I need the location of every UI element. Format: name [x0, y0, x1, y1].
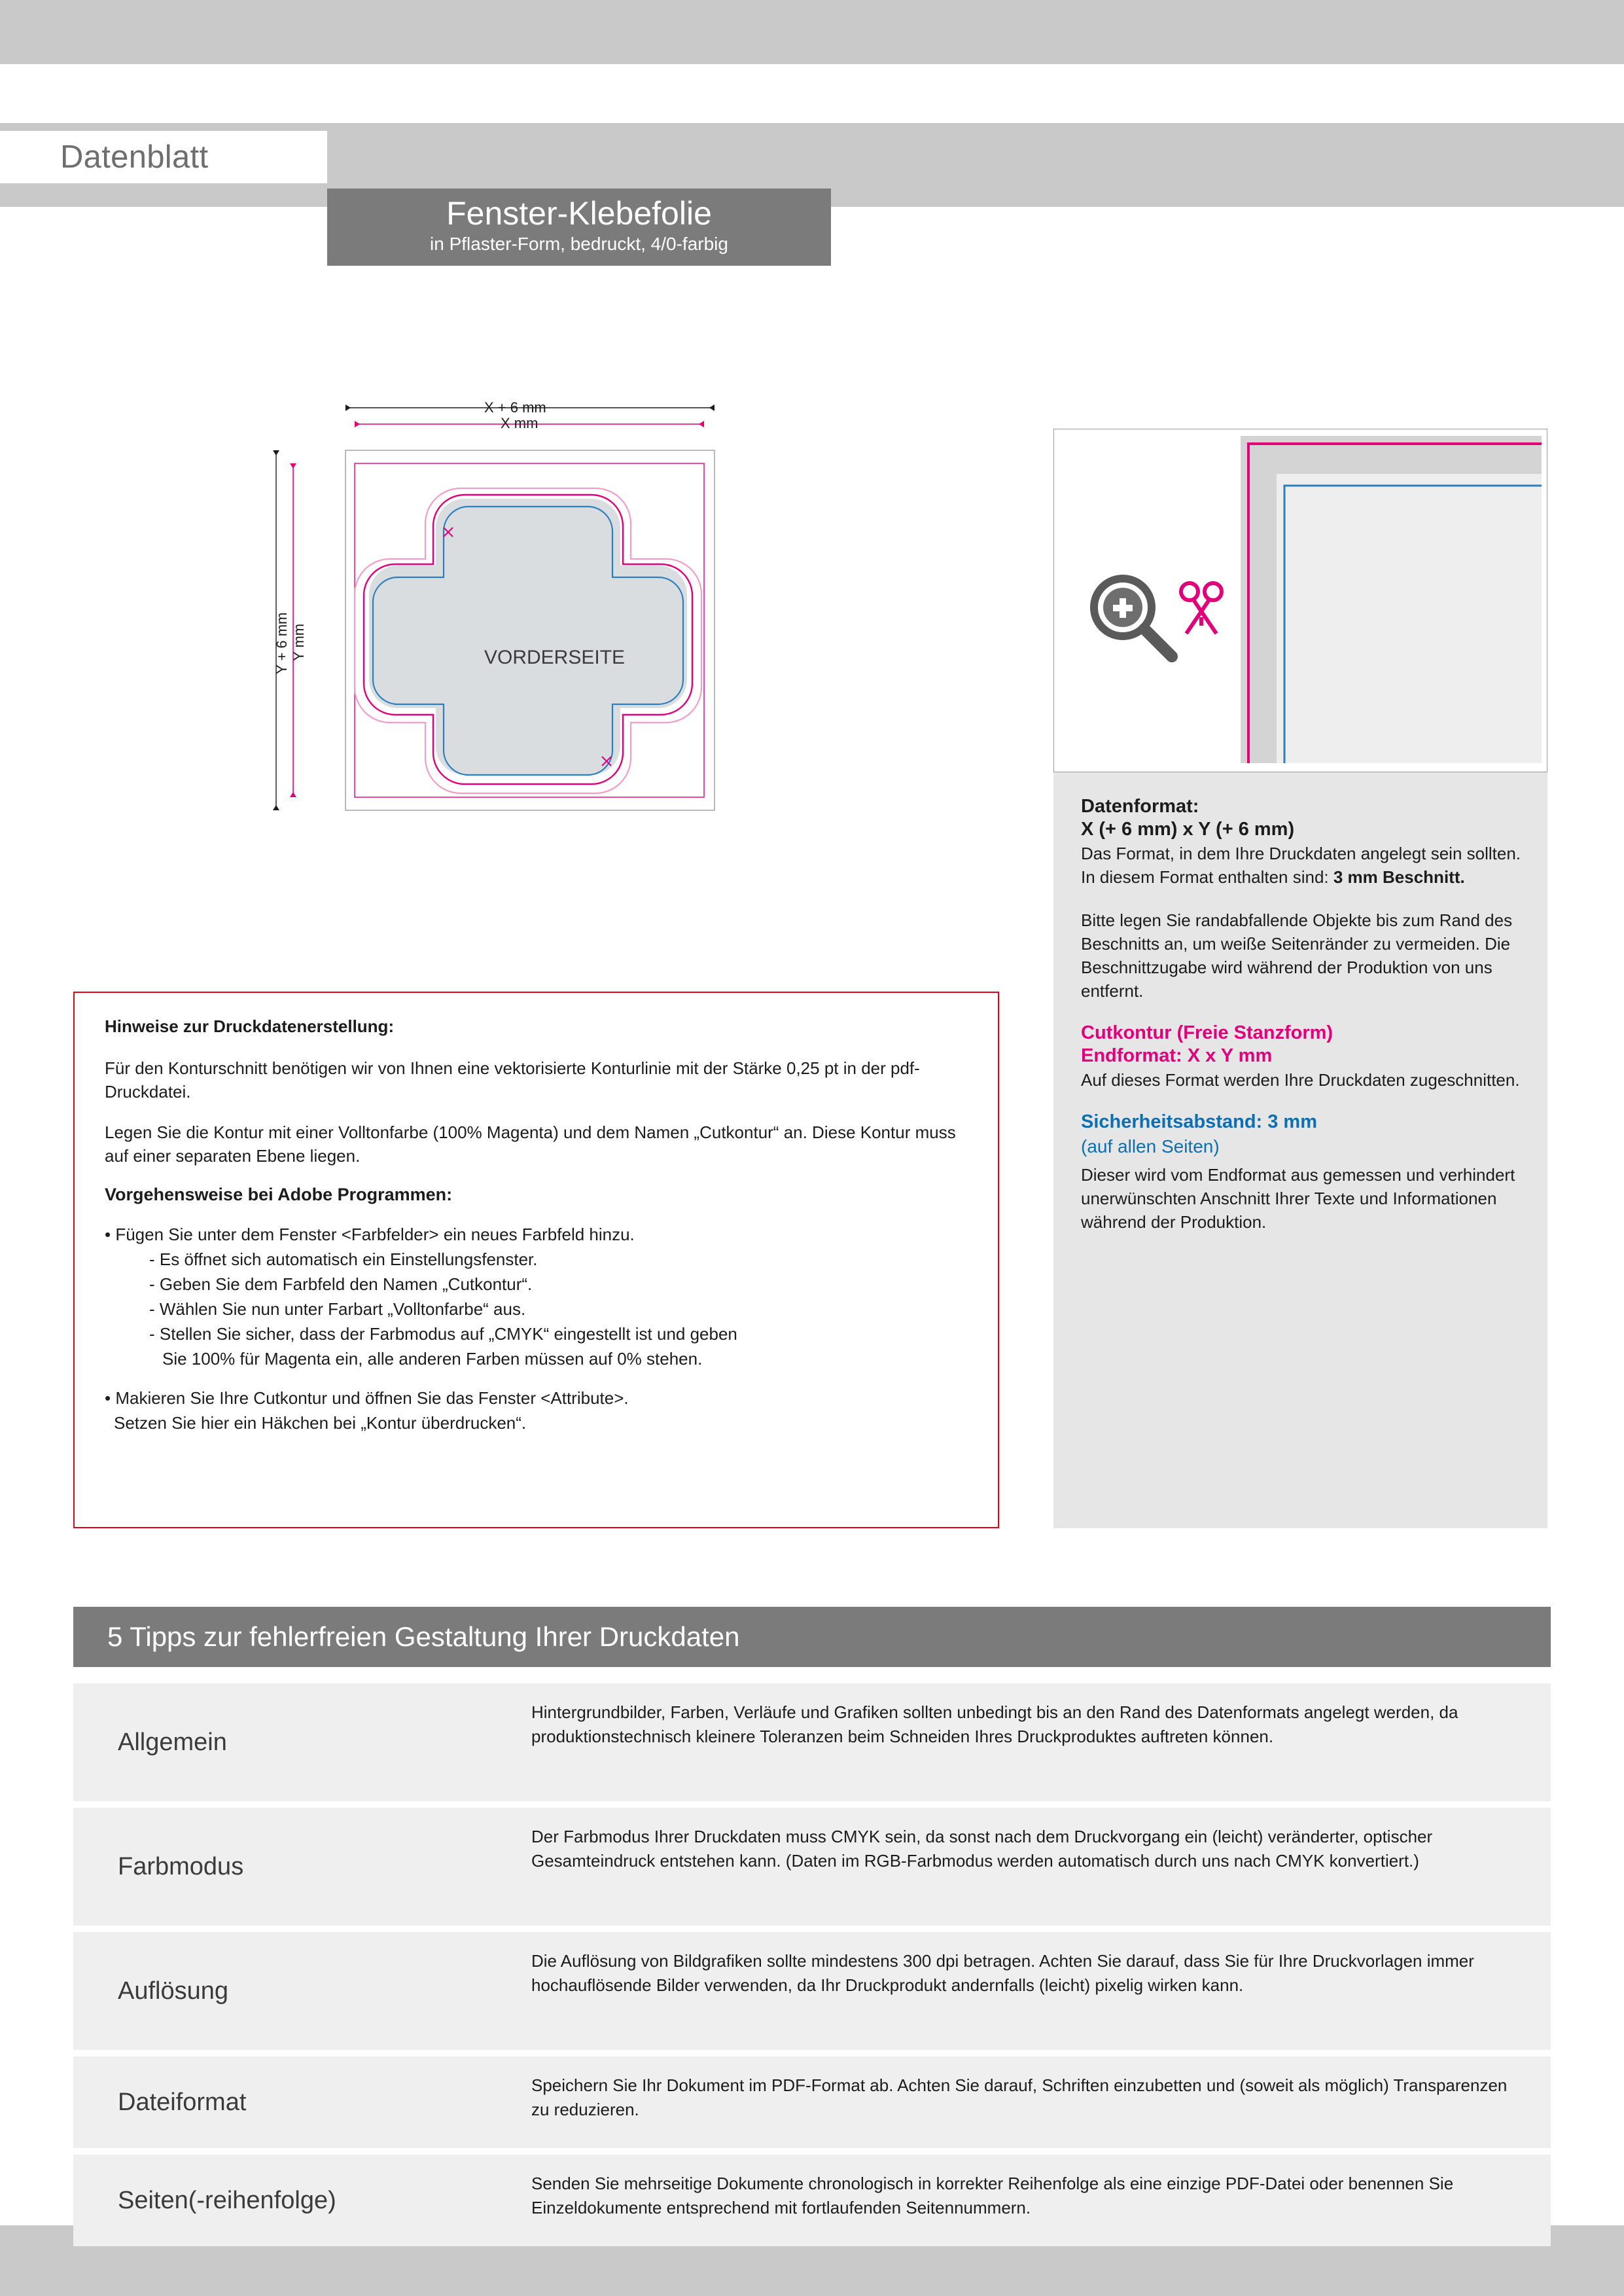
sicherheitsabstand-title: Sicherheitsabstand: 3 mm	[1081, 1111, 1317, 1132]
hinweise-heading: Hinweise zur Druckdatenerstellung:	[105, 1016, 395, 1036]
dim-left-outer: Y + 6 mm	[274, 612, 290, 674]
product-subtitle: in Pflaster-Form, bedruckt, 4/0-farbig	[430, 234, 728, 254]
tip-label: Farbmodus	[118, 1852, 244, 1880]
cutkontur-title: Cutkontur (Freie Stanzform)	[1081, 1022, 1333, 1043]
list-item: - Stellen Sie sicher, dass der Farbmodus auf „CMYK“ eingestellt ist und geben	[149, 1324, 737, 1344]
tipps-header	[73, 1607, 1551, 1667]
datenformat-text-part1: Das Format, in dem Ihre Druckdaten angelegt sein sollten. In diesem Format enthalten sind:	[1081, 844, 1521, 887]
dim-top-inner: X mm	[501, 415, 538, 431]
top-band	[0, 0, 1624, 64]
technical-drawing	[262, 399, 838, 929]
sicherheitsabstand-sub: (auf allen Seiten)	[1081, 1136, 1220, 1157]
list-spacer	[97, 1371, 976, 1386]
tip-text: Senden Sie mehrseitige Dokumente chronologisch in korrekter Reihenfolge als eine einzige PDF-Datei oder benennen Sie Einzeldokumente entsprechend mit fortlaufenden Seitennummern.	[531, 2174, 1454, 2217]
format-info-panel	[1053, 772, 1547, 1528]
list-item: - Geben Sie dem Farbfeld den Namen „Cutkontur“.	[149, 1274, 533, 1294]
zoom-detail-svg	[1054, 429, 1547, 772]
tip-row	[73, 2056, 1551, 2148]
beschnitt-text: Bitte legen Sie randabfallende Objekte bis zum Rand des Beschnitts an, um weiße Seitenränder zu vermeiden. Die Beschnittzugabe wird während der Produktion von uns entfernt.	[1081, 910, 1513, 1001]
datenformat-text	[1081, 842, 1521, 889]
dim-left-inner: Y mm	[291, 623, 307, 661]
list-item: Sie 100% für Magenta ein, alle anderen Farben müssen auf 0% stehen.	[162, 1349, 703, 1369]
datenformat-value: X (+ 6 mm) x Y (+ 6 mm)	[1081, 819, 1295, 840]
zoom-detail-illustration	[1053, 429, 1547, 772]
endformat-text: Auf dieses Format werden Ihre Druckdaten zugeschnitten.	[1081, 1070, 1520, 1090]
hinweise-subheading: Vorgehensweise bei Adobe Programmen:	[105, 1185, 453, 1204]
datenblatt-tab	[0, 131, 327, 183]
hinweise-paragraph-2: Legen Sie die Kontur mit einer Volltonfarbe (100% Magenta) und dem Namen „Cutkontur“ an. Diese Kontur muss auf einer separaten Ebene liegen.	[105, 1122, 956, 1166]
tip-label: Dateiformat	[118, 2088, 247, 2116]
tip-text: Der Farbmodus Ihrer Druckdaten muss CMYK sein, da sonst nach dem Druckvorgang ein (leicht) veränderter, optischer Gesamteindruck entstehen kann. (Daten im RGB-Farbmodus werden automatisch durch uns nach CMYK konvertiert.)	[531, 1827, 1433, 1871]
list-item: - Wählen Sie nun unter Farbart „Volltonfarbe“ aus.	[149, 1299, 526, 1319]
tip-text: Die Auflösung von Bildgrafiken sollte mindestens 300 dpi betragen. Achten Sie darauf, dass Sie für Ihre Druckvorlagen immer hochauflösende Bilder verwenden, da Ihr Druckprodukt andernfalls (leicht) pixelig wirken kann.	[531, 1951, 1474, 1995]
list-item: - Es öffnet sich automatisch ein Einstellungsfenster.	[149, 1249, 538, 1269]
list-item: Setzen Sie hier ein Häkchen bei „Kontur überdrucken“.	[114, 1413, 527, 1433]
tip-text: Hintergrundbilder, Farben, Verläufe und Grafiken sollten unbedingt bis an den Rand des Datenformats angelegt werden, da produktionstechnisch kleinere Toleranzen beim Schneiden Ihres Druckproduktes auftreten können.	[531, 1702, 1458, 1746]
tip-row	[73, 2155, 1551, 2246]
dim-top-outer: X + 6 mm	[484, 399, 546, 416]
tip-label: Auflösung	[118, 1977, 229, 2005]
vorderseite-label: VORDERSEITE	[484, 647, 626, 668]
tip-row	[73, 1932, 1551, 2050]
hinweise-box	[73, 992, 999, 1528]
tip-label: Allgemein	[118, 1728, 227, 1756]
list-item: • Fügen Sie unter dem Fenster <Farbfelder> ein neues Farbfeld hinzu.	[105, 1225, 635, 1244]
endformat-title: Endformat: X x Y mm	[1081, 1045, 1273, 1066]
tip-label: Seiten(-reihenfolge)	[118, 2186, 336, 2214]
datenblatt-label: Datenblatt	[60, 139, 209, 175]
datenformat-title: Datenformat:	[1081, 796, 1199, 817]
product-title-box	[327, 188, 831, 266]
tip-row	[73, 1683, 1551, 1801]
list-item: • Makieren Sie Ihre Cutkontur und öffnen Sie das Fenster <Attribute>.	[105, 1388, 629, 1408]
sicherheitsabstand-text: Dieser wird vom Endformat aus gemessen und verhindert unerwünschten Anschnitt Ihrer Texte und Informationen während der Produktion.	[1081, 1165, 1515, 1232]
product-title: Fenster-Klebefolie	[446, 195, 712, 232]
tipps-heading: 5 Tipps zur fehlerfreien Gestaltung Ihrer Druckdaten	[107, 1621, 740, 1652]
hinweise-paragraph-1: Für den Konturschnitt benötigen wir von Ihnen eine vektorisierte Konturlinie mit der Stärke 0,25 pt in der pdf-Druckdatei.	[105, 1058, 920, 1102]
tip-text: Speichern Sie Ihr Dokument im PDF-Format ab. Achten Sie darauf, Schriften einzubetten und (soweit als möglich) Transparenzen zu reduzieren.	[531, 2075, 1508, 2119]
tip-row	[73, 1808, 1551, 1926]
hinweise-list	[97, 1222, 976, 1435]
datenformat-text-bold: 3 mm Beschnitt.	[1333, 867, 1465, 887]
